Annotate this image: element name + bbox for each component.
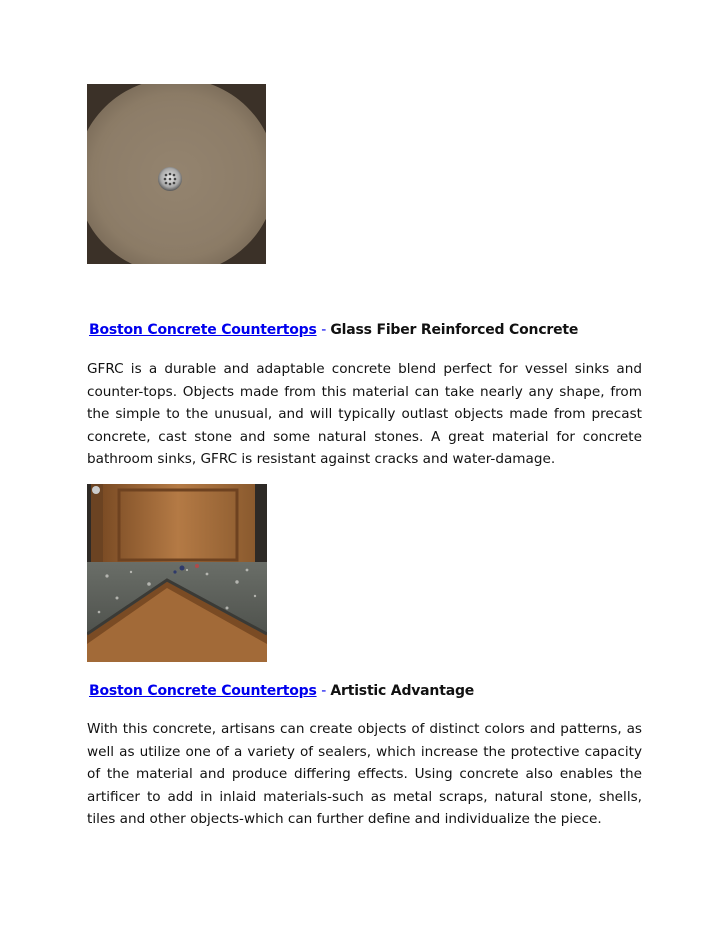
countertop-photo: [87, 484, 267, 662]
section-heading-artistic: [89, 683, 474, 699]
section-heading-gfrc: [89, 322, 578, 338]
heading-separator: -: [321, 683, 331, 699]
sink-image: [87, 84, 266, 264]
heading-separator: -: [321, 322, 331, 338]
section-body-artistic: With this concrete, artisans can create objects of distinct colors and patterns, as well as utilize one of a variety of sealers, which increase the protective capacity of the material and produce differing effects. Using concrete also enables the artificer to add in inlaid materials-such as metal scraps, natural stone, shells, tiles and other objects-which can further define and individualize the piece.: [87, 721, 642, 827]
section-body-gfrc: GFRC is a durable and adaptable concrete blend perfect for vessel sinks and counter-tops. Objects made from this material can take nearly any shape, from the simple to the unusual, and will typically outlast objects made from precast concrete, cast stone and some natural stones. A great material for concrete bathroom sinks, GFRC is resistant against cracks and water-damage.: [87, 361, 642, 467]
boston-concrete-countertops-link[interactable]: Boston Concrete Countertops: [89, 322, 317, 338]
section-subtitle: Glass Fiber Reinforced Concrete: [330, 322, 579, 338]
section-subtitle: Artistic Advantage: [330, 683, 475, 699]
boston-concrete-countertops-link[interactable]: Boston Concrete Countertops: [89, 683, 317, 699]
countertop-image: [87, 484, 267, 662]
sink-photo: [87, 84, 266, 264]
